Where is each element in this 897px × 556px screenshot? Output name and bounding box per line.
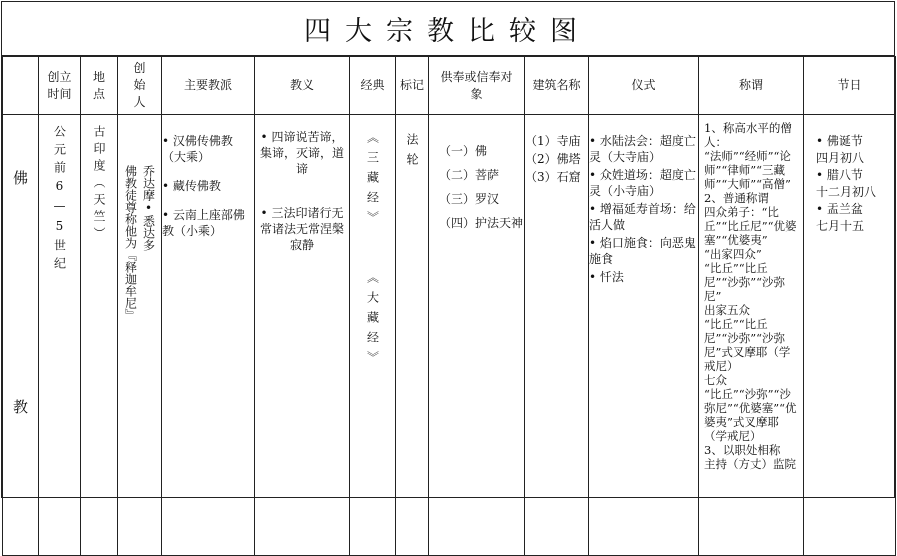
sects-cell	[162, 115, 255, 556]
festival-date: 四月初八	[816, 151, 865, 165]
scripture-cell	[350, 115, 396, 556]
header-buildings: 建筑名称	[525, 57, 589, 115]
religion-name-top: 佛	[12, 169, 28, 187]
ritual-item: • 水陆法会：超度亡灵（大寺庙）	[589, 134, 696, 164]
header-row	[3, 57, 896, 115]
doctrine-three-seals: • 三法印诸行无常诸法无常涅槃寂静	[260, 206, 345, 252]
header-doctrine: 教义	[255, 57, 350, 115]
building-item: （3）石窟	[525, 170, 581, 184]
time-cell	[39, 115, 81, 556]
festival-name: • 佛诞节	[816, 134, 863, 148]
scripture-dazangjing: 《大藏经》	[365, 271, 380, 371]
header-symbol: 标记	[396, 57, 429, 115]
religion-cell	[3, 115, 39, 556]
building-item: （2）佛塔	[525, 152, 581, 166]
founder-name: 乔达摩•悉达多	[141, 165, 156, 251]
scripture-tripitaka: 《三藏经》	[365, 131, 380, 231]
sect-item: • 藏传佛教	[162, 179, 221, 193]
worship-item: （三）罗汉	[439, 192, 500, 206]
doctrine-four-truths: • 四谛说苦谛，集谛，灭谛，道谛	[260, 130, 345, 176]
festival-name: • 腊八节	[816, 168, 863, 182]
header-worship: 供奉或信奉对象	[429, 57, 525, 115]
symbol-dharma-wheel: 法轮	[405, 133, 419, 173]
header-blank	[3, 57, 39, 115]
sect-item: • 汉佛传佛教（大乘）	[162, 134, 233, 164]
worship-item: （四）护法天神	[439, 216, 524, 230]
worship-item: （一）佛	[439, 144, 488, 158]
worship-cell	[429, 115, 525, 556]
header-titles: 称谓	[699, 57, 804, 115]
monastic-titles: 1、称高水平的僧人： “法师”“经师”“论师”“律师”“三藏师”“大师”“高僧” 2、普通称谓 四众弟子：“比丘”“比丘尼”“优婆塞”“优婆夷” “出家四众” “比丘”“比丘尼”“沙弥”“沙弥尼” 出家五众 “比丘”“比丘尼”“沙弥”“沙弥尼”式叉摩耶（学戒尼） 七众 “比丘”“沙弥”“沙弥尼”“优婆塞”“优婆夷”式叉摩耶（学戒尼） 3、以职处相称 主持（方丈）监院	[704, 121, 797, 471]
festivals-cell	[804, 115, 896, 556]
header-rituals: 仪式	[589, 57, 699, 115]
buildings-cell	[525, 115, 589, 556]
founding-place: 古印度（天竺）	[92, 125, 106, 244]
header-sects: 主要教派	[162, 57, 255, 115]
ritual-item: • 众姓道场：超度亡灵（小寺庙）	[589, 168, 696, 198]
ritual-item: • 增福延寿首场：给活人做	[589, 202, 696, 232]
festival-date: 十二月初八	[816, 185, 877, 199]
place-cell	[81, 115, 118, 556]
festival-date: 七月十五	[816, 219, 865, 233]
ritual-item: • 忏法	[589, 270, 624, 284]
ritual-item: • 焰口施食：向恶鬼施食	[589, 236, 696, 266]
founding-time: 公元前6—5世纪	[52, 125, 67, 275]
header-festivals: 节日	[804, 57, 896, 115]
doctrine-cell	[255, 115, 350, 556]
rituals-cell	[589, 115, 699, 556]
founder-cell	[118, 115, 162, 556]
sect-item: • 云南上座部佛教（小乘）	[162, 208, 245, 238]
building-item: （1）寺庙	[525, 134, 581, 148]
header-founder: 创始人	[118, 57, 162, 115]
religion-name-bottom: 教	[12, 398, 28, 416]
page-title: 四大宗教比较图	[304, 15, 591, 47]
header-place: 地点	[81, 57, 118, 115]
worship-item: （二）菩萨	[439, 168, 500, 182]
header-time: 创立时间	[39, 57, 81, 115]
symbol-cell	[396, 115, 429, 556]
festival-name: • 盂兰盆	[816, 202, 863, 216]
founder-note: 佛教徒尊称他为『释迦牟尼』	[123, 165, 138, 321]
header-scripture: 经典	[350, 57, 396, 115]
comparison-table	[2, 56, 896, 556]
titles-cell	[699, 115, 804, 556]
buddhism-row	[3, 115, 896, 556]
